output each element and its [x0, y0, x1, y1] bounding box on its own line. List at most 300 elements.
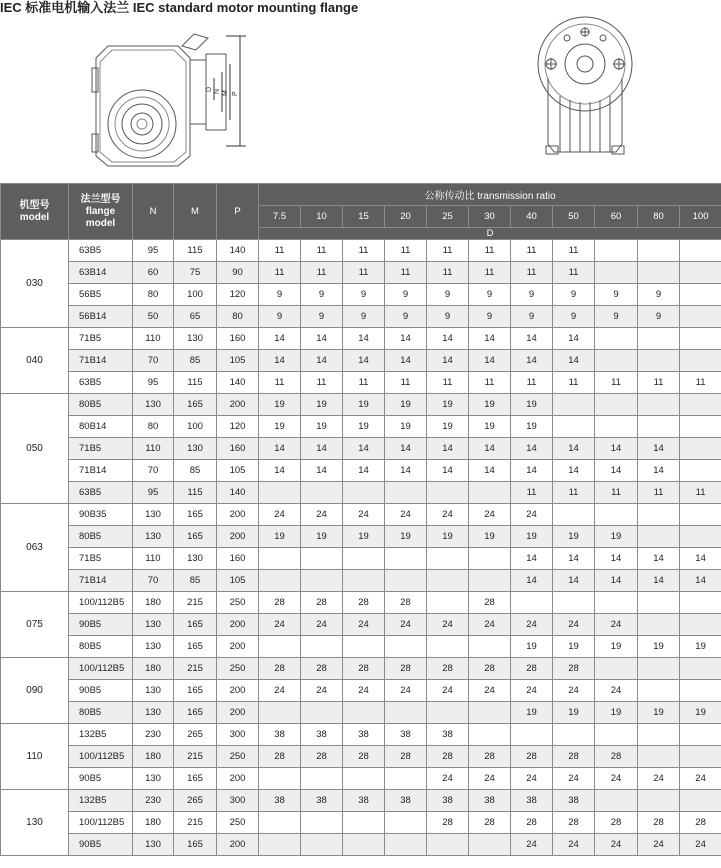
- model-cell: 063: [1, 504, 69, 592]
- d-value-cell: [680, 240, 721, 262]
- d-value-cell: 14: [511, 460, 553, 482]
- table-row: [1, 658, 721, 680]
- d-value-cell: 28: [511, 812, 553, 834]
- d-value-cell: [427, 834, 469, 856]
- d-value-cell: 28: [301, 592, 343, 614]
- d-value-cell: 14: [553, 460, 595, 482]
- d-value-cell: 28: [553, 658, 595, 680]
- model-cell: 090: [1, 658, 69, 724]
- d-value-cell: 11: [511, 482, 553, 504]
- flange-cell: 56B5: [69, 284, 133, 306]
- table-row: [1, 812, 721, 834]
- n-cell: 130: [133, 636, 174, 658]
- d-value-cell: [385, 768, 427, 790]
- d-value-cell: 24: [553, 768, 595, 790]
- p-cell: 200: [217, 504, 259, 526]
- d-value-cell: [638, 328, 680, 350]
- n-cell: 130: [133, 680, 174, 702]
- flange-cell: 100/112B5: [69, 658, 133, 680]
- d-value-cell: [638, 394, 680, 416]
- n-cell: 130: [133, 526, 174, 548]
- d-value-cell: 14: [511, 570, 553, 592]
- d-value-cell: [638, 262, 680, 284]
- d-value-cell: 11: [553, 262, 595, 284]
- d-value-cell: 9: [343, 284, 385, 306]
- d-value-cell: 24: [301, 504, 343, 526]
- table-row: [1, 592, 721, 614]
- d-value-cell: 11: [259, 240, 301, 262]
- header-ratio-title: 公称传动比 transmission ratio: [259, 184, 721, 206]
- flange-cell: 63B5: [69, 372, 133, 394]
- d-value-cell: 24: [469, 768, 511, 790]
- d-value-cell: 24: [427, 680, 469, 702]
- d-value-cell: 19: [427, 526, 469, 548]
- d-value-cell: 28: [259, 658, 301, 680]
- d-value-cell: [343, 548, 385, 570]
- d-value-cell: 14: [638, 548, 680, 570]
- d-value-cell: [680, 680, 721, 702]
- m-cell: 100: [174, 284, 217, 306]
- d-value-cell: 24: [553, 614, 595, 636]
- d-value-cell: [343, 570, 385, 592]
- table-row: [1, 548, 721, 570]
- p-cell: 105: [217, 460, 259, 482]
- d-value-cell: 9: [511, 306, 553, 328]
- d-value-cell: 24: [511, 504, 553, 526]
- d-value-cell: 14: [427, 438, 469, 460]
- d-value-cell: 28: [343, 746, 385, 768]
- d-value-cell: 28: [553, 812, 595, 834]
- table-row: [1, 746, 721, 768]
- d-value-cell: [638, 658, 680, 680]
- flange-cell: 90B5: [69, 768, 133, 790]
- d-value-cell: 38: [301, 790, 343, 812]
- d-value-cell: [259, 548, 301, 570]
- d-value-cell: [469, 636, 511, 658]
- m-cell: 215: [174, 812, 217, 834]
- d-value-cell: 19: [259, 526, 301, 548]
- table-row: [1, 482, 721, 504]
- d-value-cell: 11: [553, 372, 595, 394]
- flange-cell: 80B5: [69, 636, 133, 658]
- d-value-cell: 28: [511, 746, 553, 768]
- d-value-cell: 24: [511, 614, 553, 636]
- d-value-cell: 14: [638, 460, 680, 482]
- d-value-cell: 19: [301, 416, 343, 438]
- d-value-cell: 19: [259, 394, 301, 416]
- d-value-cell: 14: [301, 460, 343, 482]
- d-value-cell: 19: [301, 526, 343, 548]
- d-value-cell: [427, 482, 469, 504]
- header-ratio-10: 10: [301, 206, 343, 228]
- d-value-cell: [638, 592, 680, 614]
- d-value-cell: 9: [385, 284, 427, 306]
- n-cell: 180: [133, 812, 174, 834]
- flange-cell: 90B5: [69, 680, 133, 702]
- d-value-cell: 28: [469, 658, 511, 680]
- p-cell: 300: [217, 790, 259, 812]
- m-cell: 85: [174, 350, 217, 372]
- d-value-cell: [259, 834, 301, 856]
- d-value-cell: 28: [259, 746, 301, 768]
- model-cell: 030: [1, 240, 69, 328]
- d-value-cell: 14: [385, 438, 427, 460]
- d-value-cell: [595, 592, 638, 614]
- d-value-cell: 14: [595, 548, 638, 570]
- n-cell: 110: [133, 438, 174, 460]
- table-row: [1, 262, 721, 284]
- d-value-cell: [638, 350, 680, 372]
- d-value-cell: 9: [595, 284, 638, 306]
- d-value-cell: 28: [259, 592, 301, 614]
- d-value-cell: 11: [469, 372, 511, 394]
- d-value-cell: 28: [638, 812, 680, 834]
- d-value-cell: [427, 636, 469, 658]
- d-value-cell: 11: [553, 482, 595, 504]
- m-cell: 165: [174, 680, 217, 702]
- d-value-cell: [680, 438, 721, 460]
- table-row: [1, 394, 721, 416]
- header-ratio-7.5: 7.5: [259, 206, 301, 228]
- d-value-cell: [511, 724, 553, 746]
- d-value-cell: 28: [427, 658, 469, 680]
- d-value-cell: 9: [259, 284, 301, 306]
- d-value-cell: 9: [301, 306, 343, 328]
- d-value-cell: [595, 240, 638, 262]
- d-value-cell: 14: [511, 328, 553, 350]
- d-value-cell: [469, 570, 511, 592]
- d-value-cell: 14: [427, 460, 469, 482]
- d-value-cell: 28: [511, 658, 553, 680]
- d-value-cell: 28: [385, 746, 427, 768]
- d-value-cell: 11: [511, 240, 553, 262]
- d-value-cell: [469, 702, 511, 724]
- d-value-cell: 11: [427, 240, 469, 262]
- d-value-cell: 14: [553, 328, 595, 350]
- n-cell: 130: [133, 702, 174, 724]
- d-value-cell: [259, 482, 301, 504]
- header-n: N: [133, 184, 174, 240]
- n-cell: 130: [133, 834, 174, 856]
- d-value-cell: 14: [301, 438, 343, 460]
- table-row: [1, 526, 721, 548]
- d-value-cell: 28: [385, 592, 427, 614]
- d-value-cell: 9: [301, 284, 343, 306]
- d-value-cell: 28: [469, 592, 511, 614]
- d-value-cell: [680, 262, 721, 284]
- d-value-cell: 24: [511, 680, 553, 702]
- header-ratio-100: 100: [680, 206, 721, 228]
- flange-cell: 132B5: [69, 724, 133, 746]
- d-value-cell: 11: [259, 372, 301, 394]
- p-cell: 300: [217, 724, 259, 746]
- model-cell: 050: [1, 394, 69, 504]
- m-cell: 115: [174, 240, 217, 262]
- n-cell: 230: [133, 724, 174, 746]
- d-value-cell: 14: [511, 350, 553, 372]
- d-value-cell: 38: [427, 724, 469, 746]
- p-cell: 80: [217, 306, 259, 328]
- d-value-cell: 19: [385, 394, 427, 416]
- d-value-cell: 28: [427, 746, 469, 768]
- n-cell: 80: [133, 284, 174, 306]
- d-value-cell: [553, 416, 595, 438]
- n-cell: 130: [133, 614, 174, 636]
- d-value-cell: 14: [595, 570, 638, 592]
- flange-cell: 71B14: [69, 350, 133, 372]
- technical-drawings: [0, 16, 721, 183]
- d-value-cell: 24: [469, 504, 511, 526]
- d-value-cell: [343, 702, 385, 724]
- d-value-cell: 14: [427, 350, 469, 372]
- d-value-cell: [511, 592, 553, 614]
- n-cell: 130: [133, 504, 174, 526]
- d-value-cell: [385, 702, 427, 724]
- d-value-cell: [301, 482, 343, 504]
- d-value-cell: 19: [553, 636, 595, 658]
- flange-cell: 63B5: [69, 482, 133, 504]
- header-ratio-15: 15: [343, 206, 385, 228]
- d-value-cell: [343, 834, 385, 856]
- d-value-cell: 14: [343, 438, 385, 460]
- flange-cell: 71B5: [69, 548, 133, 570]
- d-value-cell: [595, 262, 638, 284]
- flange-cell: 100/112B5: [69, 812, 133, 834]
- model-cell: 075: [1, 592, 69, 658]
- d-value-cell: [259, 702, 301, 724]
- d-value-cell: 9: [595, 306, 638, 328]
- d-value-cell: 14: [469, 350, 511, 372]
- d-value-cell: 14: [259, 328, 301, 350]
- flange-cell: 71B14: [69, 460, 133, 482]
- d-value-cell: 24: [511, 768, 553, 790]
- d-value-cell: 19: [511, 636, 553, 658]
- d-value-cell: 38: [427, 790, 469, 812]
- d-value-cell: 24: [680, 834, 721, 856]
- d-value-cell: [595, 724, 638, 746]
- d-value-cell: 11: [343, 262, 385, 284]
- p-cell: 200: [217, 394, 259, 416]
- d-value-cell: 11: [680, 372, 721, 394]
- d-value-cell: 24: [259, 614, 301, 636]
- m-cell: 165: [174, 702, 217, 724]
- flange-cell: 71B5: [69, 438, 133, 460]
- d-value-cell: 14: [469, 460, 511, 482]
- d-value-cell: 11: [511, 372, 553, 394]
- d-value-cell: 14: [259, 460, 301, 482]
- d-value-cell: [638, 724, 680, 746]
- table-row: [1, 680, 721, 702]
- d-value-cell: [638, 790, 680, 812]
- m-cell: 85: [174, 460, 217, 482]
- d-value-cell: 38: [511, 790, 553, 812]
- m-cell: 165: [174, 504, 217, 526]
- d-value-cell: 14: [553, 570, 595, 592]
- d-value-cell: 11: [469, 240, 511, 262]
- d-value-cell: 11: [511, 262, 553, 284]
- d-value-cell: 28: [469, 812, 511, 834]
- d-value-cell: [469, 724, 511, 746]
- p-cell: 250: [217, 746, 259, 768]
- d-value-cell: 19: [301, 394, 343, 416]
- d-value-cell: 11: [385, 240, 427, 262]
- table-row: [1, 284, 721, 306]
- d-value-cell: [259, 570, 301, 592]
- d-value-cell: 14: [469, 438, 511, 460]
- d-value-cell: 11: [553, 240, 595, 262]
- table-row: [1, 570, 721, 592]
- flange-cell: 100/112B5: [69, 746, 133, 768]
- m-cell: 265: [174, 724, 217, 746]
- d-value-cell: [595, 504, 638, 526]
- d-value-cell: 38: [553, 790, 595, 812]
- table-row: [1, 240, 721, 262]
- flange-cell: 71B5: [69, 328, 133, 350]
- d-value-cell: [553, 504, 595, 526]
- d-value-cell: [680, 790, 721, 812]
- d-value-cell: 38: [259, 790, 301, 812]
- d-value-cell: [469, 834, 511, 856]
- d-value-cell: [385, 636, 427, 658]
- dim-label-m: M: [222, 90, 229, 96]
- d-value-cell: [680, 746, 721, 768]
- d-value-cell: [259, 768, 301, 790]
- d-value-cell: 28: [343, 658, 385, 680]
- d-value-cell: [301, 768, 343, 790]
- d-value-cell: 24: [595, 834, 638, 856]
- d-value-cell: 28: [553, 746, 595, 768]
- header-d-label: D: [259, 228, 721, 240]
- d-value-cell: [469, 482, 511, 504]
- p-cell: 140: [217, 372, 259, 394]
- d-value-cell: [259, 812, 301, 834]
- d-value-cell: 9: [553, 306, 595, 328]
- d-value-cell: [469, 548, 511, 570]
- d-value-cell: 9: [385, 306, 427, 328]
- n-cell: 80: [133, 416, 174, 438]
- d-value-cell: [343, 482, 385, 504]
- p-cell: 250: [217, 812, 259, 834]
- d-value-cell: [301, 548, 343, 570]
- p-cell: 120: [217, 416, 259, 438]
- flange-cell: 90B35: [69, 504, 133, 526]
- m-cell: 85: [174, 570, 217, 592]
- d-value-cell: 19: [469, 394, 511, 416]
- d-value-cell: 19: [343, 526, 385, 548]
- d-value-cell: 24: [385, 504, 427, 526]
- d-value-cell: 11: [595, 482, 638, 504]
- d-value-cell: 24: [301, 614, 343, 636]
- d-value-cell: [301, 812, 343, 834]
- d-value-cell: [427, 702, 469, 724]
- d-value-cell: [385, 482, 427, 504]
- d-value-cell: 24: [385, 614, 427, 636]
- d-value-cell: [301, 702, 343, 724]
- d-value-cell: 19: [680, 702, 721, 724]
- d-value-cell: [385, 570, 427, 592]
- d-value-cell: 19: [385, 526, 427, 548]
- d-value-cell: 11: [301, 240, 343, 262]
- flange-cell: 80B5: [69, 702, 133, 724]
- p-cell: 200: [217, 834, 259, 856]
- d-value-cell: 28: [469, 746, 511, 768]
- d-value-cell: [595, 350, 638, 372]
- d-value-cell: 19: [553, 526, 595, 548]
- d-value-cell: 14: [680, 548, 721, 570]
- d-value-cell: 14: [595, 438, 638, 460]
- m-cell: 215: [174, 746, 217, 768]
- model-cell: 130: [1, 790, 69, 856]
- m-cell: 130: [174, 438, 217, 460]
- n-cell: 70: [133, 570, 174, 592]
- n-cell: 130: [133, 394, 174, 416]
- d-value-cell: 14: [553, 548, 595, 570]
- d-value-cell: 11: [385, 262, 427, 284]
- d-value-cell: 11: [427, 372, 469, 394]
- d-value-cell: 24: [469, 680, 511, 702]
- d-value-cell: [595, 394, 638, 416]
- p-cell: 250: [217, 658, 259, 680]
- m-cell: 115: [174, 372, 217, 394]
- d-value-cell: 9: [638, 284, 680, 306]
- d-value-cell: 24: [469, 614, 511, 636]
- d-value-cell: 11: [469, 262, 511, 284]
- p-cell: 200: [217, 526, 259, 548]
- table-row: [1, 460, 721, 482]
- header-ratio-80: 80: [638, 206, 680, 228]
- dim-label-p: P: [232, 91, 239, 96]
- d-value-cell: 9: [427, 284, 469, 306]
- table-row: [1, 724, 721, 746]
- d-value-cell: [680, 328, 721, 350]
- d-value-cell: [680, 460, 721, 482]
- d-value-cell: 38: [343, 790, 385, 812]
- n-cell: 50: [133, 306, 174, 328]
- flange-cell: 100/112B5: [69, 592, 133, 614]
- table-row: [1, 438, 721, 460]
- d-value-cell: [427, 592, 469, 614]
- d-value-cell: 24: [343, 680, 385, 702]
- d-value-cell: 24: [553, 680, 595, 702]
- d-value-cell: 19: [469, 526, 511, 548]
- d-value-cell: [427, 548, 469, 570]
- d-value-cell: 24: [553, 834, 595, 856]
- d-value-cell: [680, 614, 721, 636]
- d-value-cell: 14: [638, 438, 680, 460]
- d-value-cell: [680, 394, 721, 416]
- d-value-cell: 24: [680, 768, 721, 790]
- d-value-cell: 9: [553, 284, 595, 306]
- d-value-cell: 24: [638, 768, 680, 790]
- header-ratio-30: 30: [469, 206, 511, 228]
- d-value-cell: 38: [343, 724, 385, 746]
- d-value-cell: 19: [595, 526, 638, 548]
- table-row: [1, 702, 721, 724]
- table-row: [1, 372, 721, 394]
- d-value-cell: [343, 812, 385, 834]
- table-row: [1, 614, 721, 636]
- table-row: [1, 790, 721, 812]
- d-value-cell: [680, 284, 721, 306]
- flange-cell: 63B14: [69, 262, 133, 284]
- p-cell: 160: [217, 328, 259, 350]
- d-value-cell: 9: [343, 306, 385, 328]
- header-ratio-40: 40: [511, 206, 553, 228]
- d-value-cell: 19: [343, 394, 385, 416]
- p-cell: 250: [217, 592, 259, 614]
- n-cell: 95: [133, 372, 174, 394]
- d-value-cell: 19: [511, 394, 553, 416]
